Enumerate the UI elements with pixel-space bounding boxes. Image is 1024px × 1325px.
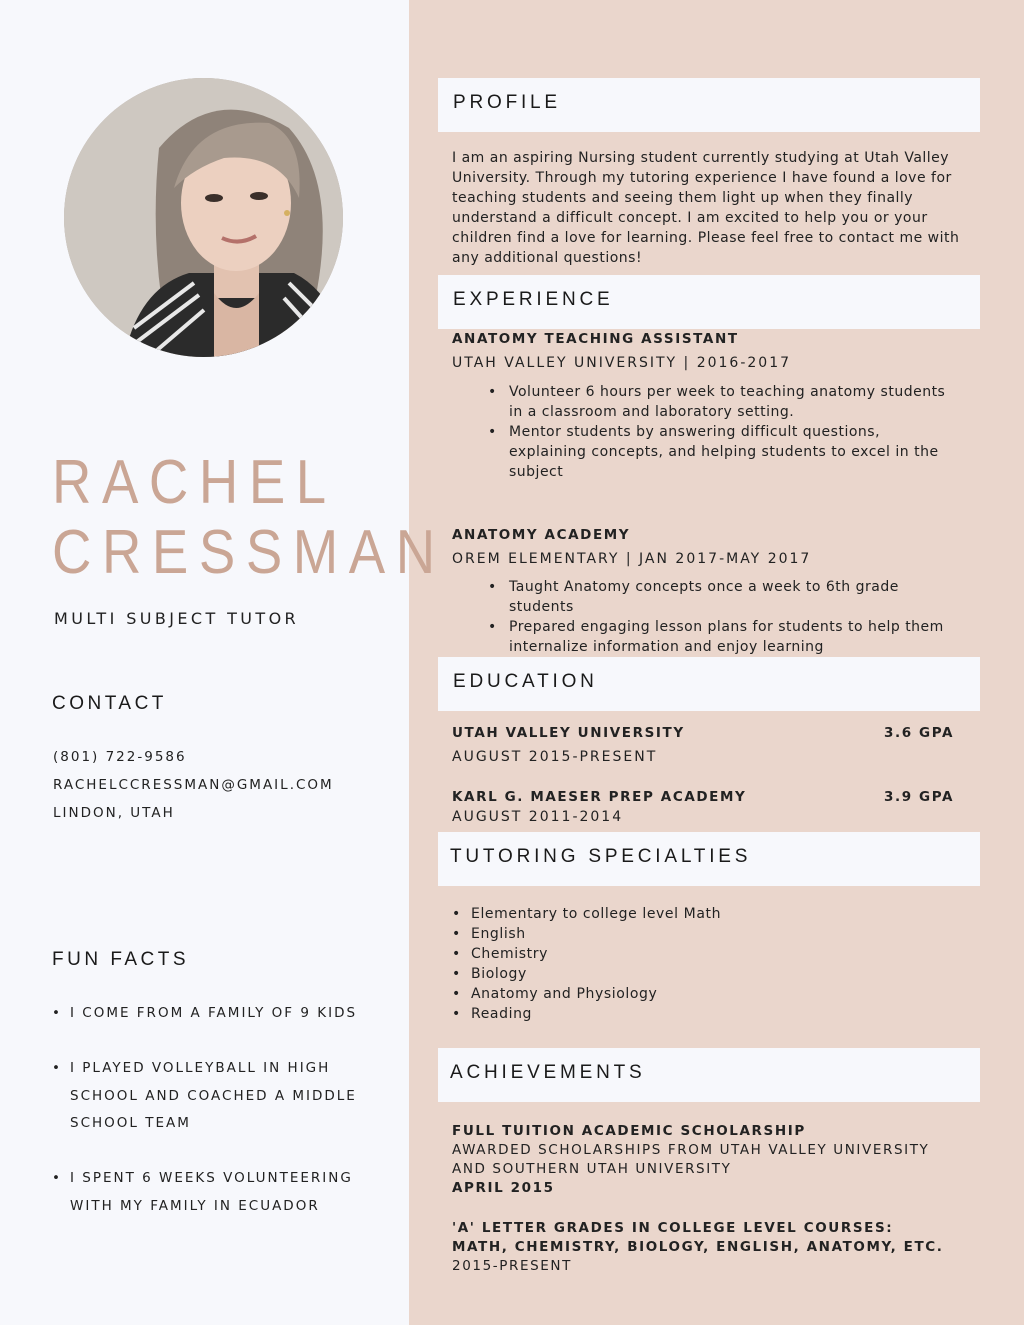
specialty-item: • Reading: [452, 1004, 721, 1024]
job-place-2: OREM ELEMENTARY | JAN 2017-MAY 2017: [452, 551, 812, 567]
specialty-item: • Chemistry: [452, 944, 721, 964]
achievement-1-title: FULL TUITION ACADEMIC SCHOLARSHIP: [452, 1123, 806, 1139]
specialty-item: • Elementary to college level Math: [452, 904, 721, 924]
contact-email[interactable]: RACHELCCRESSMAN@GMAIL.COM: [53, 777, 334, 793]
job-bullet: • Taught Anatomy concepts once a week to 6th grade students: [488, 577, 958, 617]
profile-header: [438, 78, 980, 132]
specialties-list: [452, 904, 721, 1024]
school-gpa-2: 3.9 GPA: [884, 789, 954, 805]
job-title-2: ANATOMY ACADEMY: [452, 527, 631, 543]
specialties-heading: TUTORING SPECIALTIES: [450, 846, 752, 867]
specialties-header: [438, 832, 980, 886]
contact-phone[interactable]: (801) 722-9586: [53, 749, 187, 765]
name-last: CRESSMAN: [52, 518, 446, 587]
school-name-2: KARL G. MAESER PREP ACADEMY: [452, 789, 747, 805]
profile-photo: [64, 78, 343, 357]
fun-fact-text: I SPENT 6 WEEKS VOLUNTEERING WITH MY FAMILY IN ECUADOR: [70, 1170, 353, 1214]
job-title-1: ANATOMY TEACHING ASSISTANT: [452, 331, 739, 347]
job-place-1: UTAH VALLEY UNIVERSITY | 2016-2017: [452, 355, 792, 371]
specialty-item: • Biology: [452, 964, 721, 984]
school-dates-2: AUGUST 2011-2014: [452, 809, 624, 825]
school-gpa-1: 3.6 GPA: [884, 725, 954, 741]
fun-fact-text: I PLAYED VOLLEYBALL IN HIGH SCHOOL AND COACHED A MIDDLE SCHOOL TEAM: [70, 1060, 357, 1131]
achievement-2-title-2: MATH, CHEMISTRY, BIOLOGY, ENGLISH, ANATOMY, ETC.: [452, 1239, 944, 1255]
job-bullets-1: [488, 382, 958, 482]
achievement-2-date: 2015-PRESENT: [452, 1258, 572, 1274]
portrait-image: [64, 78, 343, 357]
achievement-1-line1: AWARDED SCHOLARSHIPS FROM UTAH VALLEY UNIVERSITY: [452, 1142, 930, 1158]
specialty-item: • English: [452, 924, 721, 944]
fun-facts-heading: FUN FACTS: [52, 949, 190, 970]
job-bullets-2: [488, 577, 958, 657]
fun-fact-item: • I PLAYED VOLLEYBALL IN HIGH SCHOOL AND COACHED A MIDDLE SCHOOL TEAM: [52, 1055, 392, 1138]
achievement-1-line2: AND SOUTHERN UTAH UNIVERSITY: [452, 1161, 732, 1177]
experience-header: [438, 275, 980, 329]
contact-heading: CONTACT: [52, 693, 167, 714]
fun-fact-item: • I COME FROM A FAMILY OF 9 KIDS: [52, 1000, 392, 1028]
job-bullet: • Volunteer 6 hours per week to teaching anatomy students in a classroom and laboratory setting.: [488, 382, 958, 422]
fun-fact-text: I COME FROM A FAMILY OF 9 KIDS: [70, 1005, 358, 1021]
school-dates-1: AUGUST 2015-PRESENT: [452, 749, 658, 765]
achievement-1-date: APRIL 2015: [452, 1180, 555, 1196]
job-title: MULTI SUBJECT TUTOR: [54, 609, 300, 628]
education-heading: EDUCATION: [453, 671, 598, 692]
job-bullet: • Mentor students by answering difficult questions, explaining concepts, and helping students to excel in the subject: [488, 422, 958, 482]
specialty-item: • Anatomy and Physiology: [452, 984, 721, 1004]
achievements-header: [438, 1048, 980, 1102]
fun-fact-item: • I SPENT 6 WEEKS VOLUNTEERING WITH MY FAMILY IN ECUADOR: [52, 1165, 392, 1220]
profile-heading: PROFILE: [453, 92, 561, 113]
contact-location: LINDON, UTAH: [53, 805, 175, 821]
name-first: RACHEL: [52, 448, 337, 517]
achievement-2-title-1: 'A' LETTER GRADES IN COLLEGE LEVEL COURSES:: [452, 1220, 894, 1236]
experience-heading: EXPERIENCE: [453, 289, 614, 310]
achievements-heading: ACHIEVEMENTS: [450, 1062, 646, 1083]
school-name-1: UTAH VALLEY UNIVERSITY: [452, 725, 685, 741]
job-bullet: • Prepared engaging lesson plans for students to help them internalize information and enjoy learning: [488, 617, 958, 657]
education-header: [438, 657, 980, 711]
profile-text: I am an aspiring Nursing student currently studying at Utah Valley University. Through my tutoring experience I have found a love for teaching students and seeing them light up when they finally understand a difficult concept. I am excited to help you or your children find a love for learning. Please feel free to contact me with any additional questions!: [452, 150, 960, 266]
